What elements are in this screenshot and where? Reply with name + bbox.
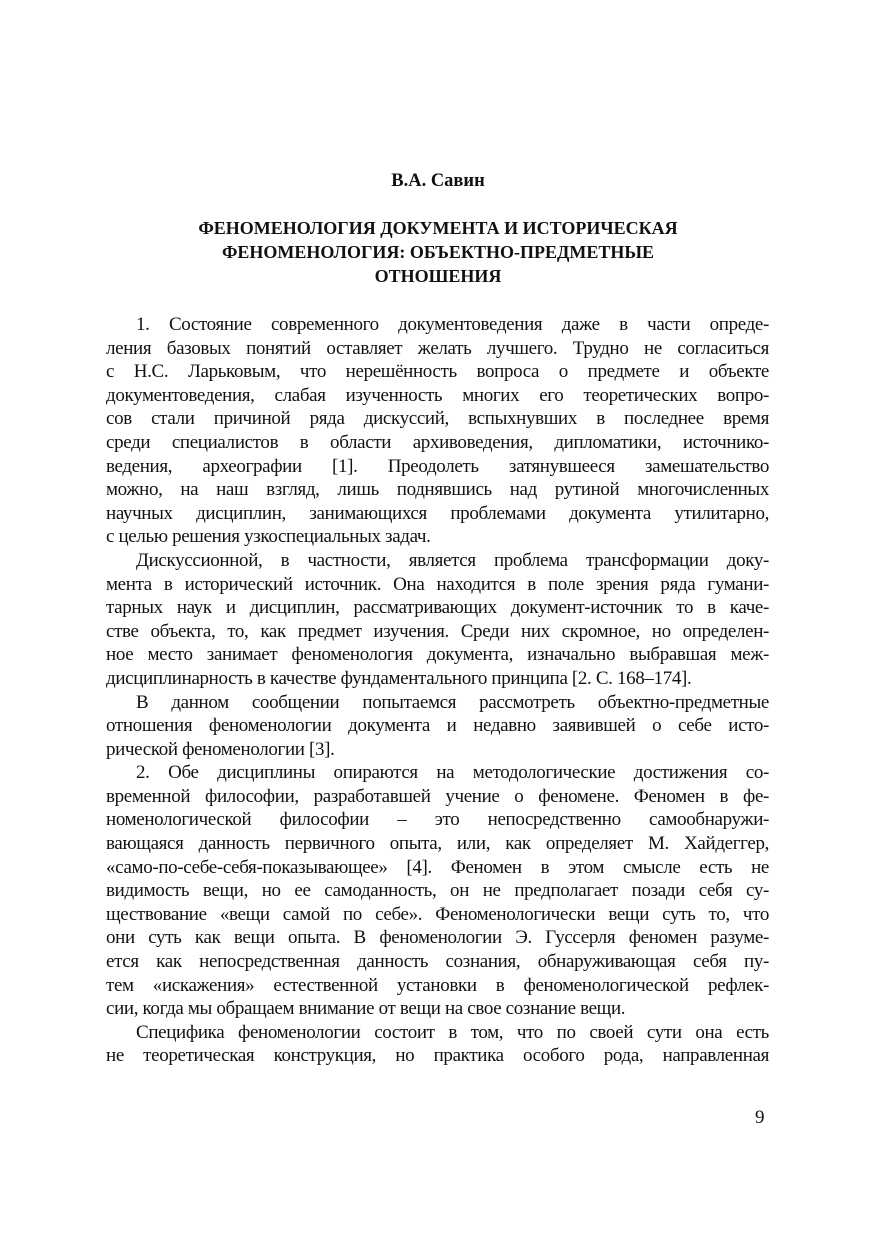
text-line: ления базовых понятий оставляет желать лучшего. Трудно не согласиться — [106, 337, 769, 359]
text-line: видимость вещи, но ее самоданность, он не предполагает позади себя су- — [106, 880, 769, 902]
text-line: В данном сообщении попытаемся рассмотреть объектно-предметные — [136, 691, 769, 713]
author-name: В.А. Савин — [391, 171, 485, 191]
text-line: они суть как вещи опыта. В феноменологии Э. Гуссерля феномен разуме- — [106, 927, 769, 949]
text-line: среди специалистов в области архивоведения, дипломатики, источнико- — [106, 431, 769, 453]
text-line: документоведения, слабая изученность многих его теоретических вопро- — [106, 384, 769, 406]
text-line: Специфика феноменологии состоит в том, что по своей сути она есть — [136, 1021, 769, 1043]
text-line: ществование «вещи самой по себе». Феноменологически вещи суть то, что — [106, 903, 769, 925]
text-line: «само-по-себе-себя-показывающее» [4]. Феномен в этом смысле есть не — [106, 856, 769, 878]
title-line: ФЕНОМЕНОЛОГИЯ: ОБЪЕКТНО-ПРЕДМЕТНЫЕ — [221, 242, 655, 262]
text-line: сии, когда мы обращаем внимание от вещи на свое сознание вещи. — [106, 998, 626, 1020]
text-line: рической феноменологии [3]. — [106, 738, 335, 760]
text-line: с Н.С. Ларьковым, что нерешённость вопроса о предмете и объекте — [106, 361, 769, 383]
text-line: тарных наук и дисциплин, рассматривающих документ-источник то в каче- — [106, 597, 769, 619]
text-line: Дискуссионной, в частности, является проблема трансформации доку- — [136, 549, 769, 571]
text-line: вающаяся данность первичного опыта, или, как определяет М. Хайдеггер, — [106, 833, 769, 855]
text-line: ное место занимает феноменология документа, изначально выбравшая меж- — [106, 644, 769, 666]
text-line: временной философии, разработавшей учение о феномене. Феномен в фе- — [106, 785, 769, 807]
text-line: 2. Обе дисциплины опираются на методологические достижения со- — [136, 762, 769, 784]
text-line: ведения, археографии [1]. Преодолеть затянувшееся замешательство — [106, 455, 769, 477]
text-line: 1. Состояние современного документоведения даже в части опреде- — [136, 314, 769, 335]
text-line: сов стали причиной ряда дискуссий, вспыхнувших в последнее время — [106, 408, 769, 430]
title-line: ОТНОШЕНИЯ — [374, 266, 502, 286]
title-line: ФЕНОМЕНОЛОГИЯ ДОКУМЕНТА И ИСТОРИЧЕСКАЯ — [198, 218, 678, 238]
text-line: ется как непосредственная данность сознания, обнаруживающая себя пу- — [106, 951, 769, 973]
text-line: научных дисциплин, занимающихся проблемами документа утилитарно, — [106, 502, 769, 524]
text-line: стве объекта, то, как предмет изучения. Среди них скромное, но определен- — [106, 620, 769, 642]
text-line: тем «искажения» естественной установки в феноменологической рефлек- — [106, 974, 769, 996]
text-line: номенологической философии – это непосредственно самообнаружи- — [106, 809, 769, 831]
article-title — [120, 216, 756, 288]
page-number: 9 — [755, 1107, 765, 1128]
text-line: мента в исторический источник. Она находится в поле зрения ряда гумани- — [106, 573, 769, 595]
text-line: можно, на наш взгляд, лишь поднявшись над рутиной многочисленных — [106, 479, 769, 501]
text-line: дисциплинарность в качестве фундаментального принципа [2. С. 168–174]. — [106, 667, 692, 689]
text-line: отношения феноменологии документа и недавно заявившей о себе исто- — [106, 715, 769, 737]
text-line: не теоретическая конструкция, но практика особого рода, направленная — [106, 1045, 769, 1067]
text-line: с целью решения узкоспециальных задач. — [106, 526, 431, 548]
article-body — [106, 313, 769, 1068]
